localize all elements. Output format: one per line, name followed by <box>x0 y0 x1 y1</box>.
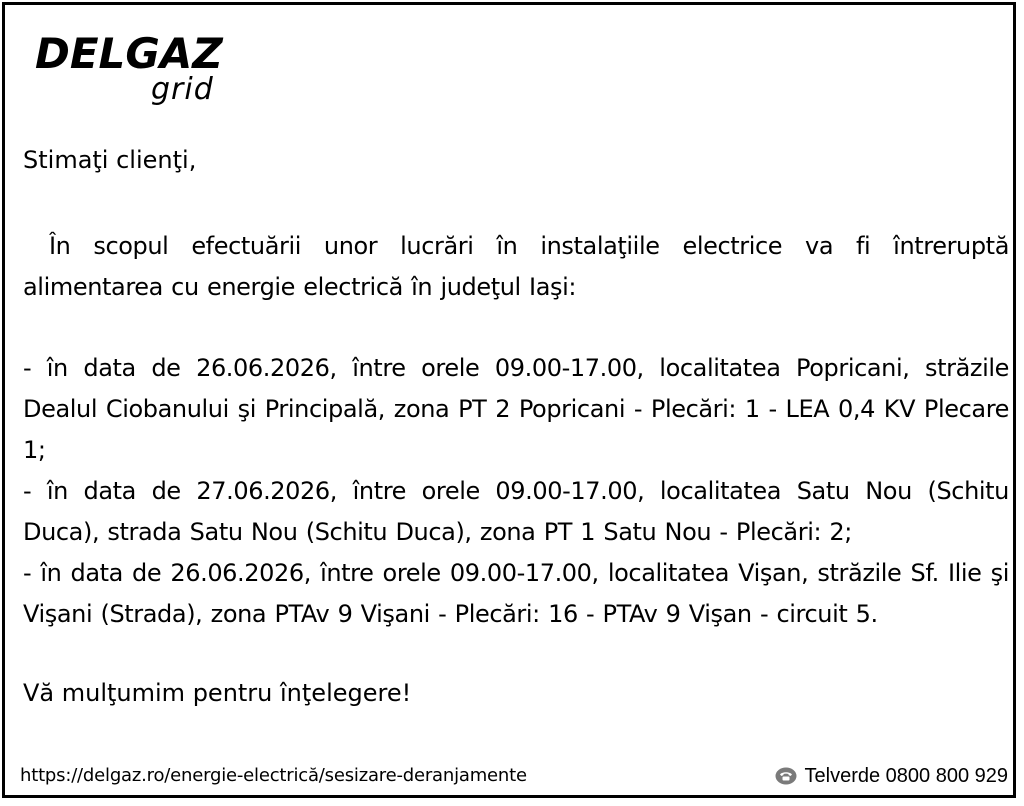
greeting: Stimaţi clienţi, <box>23 146 197 174</box>
notice-body <box>23 140 1009 714</box>
delgaz-grid-logo <box>35 31 235 111</box>
outage-item-3: - în data de 26.06.2026, între orele 09.00-17.00, localitatea Vişan, străzile Sf. Ilie şi Vişani (Strada), zona PTAv 9 Vişani - Plecări: 16 - PTAv 9 Vişan - circuit 5. <box>23 559 1009 628</box>
outage-item-2: - în data de 27.06.2026, între orele 09.00-17.00, localitatea Satu Nou (Schitu Duca), strada Satu Nou (Schitu Duca), zona PT 1 Satu Nou - Plecări: 2; <box>23 477 1009 546</box>
closing-text: Vă mulţumim pentru înţelegere! <box>23 679 412 707</box>
intro-paragraph: În scopul efectuării unor lucrări în instalaţiile electrice va fi întreruptă alimentarea cu energie electrică în judeţul Iaşi: <box>23 232 1009 301</box>
telephone-icon <box>775 767 797 785</box>
footer-url: https://delgaz.ro/energie-electrică/sesizare-deranjamente <box>20 765 527 786</box>
phone-text: Telverde 0800 800 929 <box>804 765 1008 787</box>
notice-frame <box>2 2 1016 798</box>
outage-item-1: - în data de 26.06.2026, între orele 09.00-17.00, localitatea Popricani, străzile Dealul Ciobanului şi Principală, zona PT 2 Popricani - Plecări: 1 - LEA 0,4 KV Plecare 1; <box>23 354 1009 464</box>
logo-main-text: DELGAZ <box>35 29 223 78</box>
footer-phone <box>775 763 1009 789</box>
logo-sub-text: grid <box>151 72 214 107</box>
